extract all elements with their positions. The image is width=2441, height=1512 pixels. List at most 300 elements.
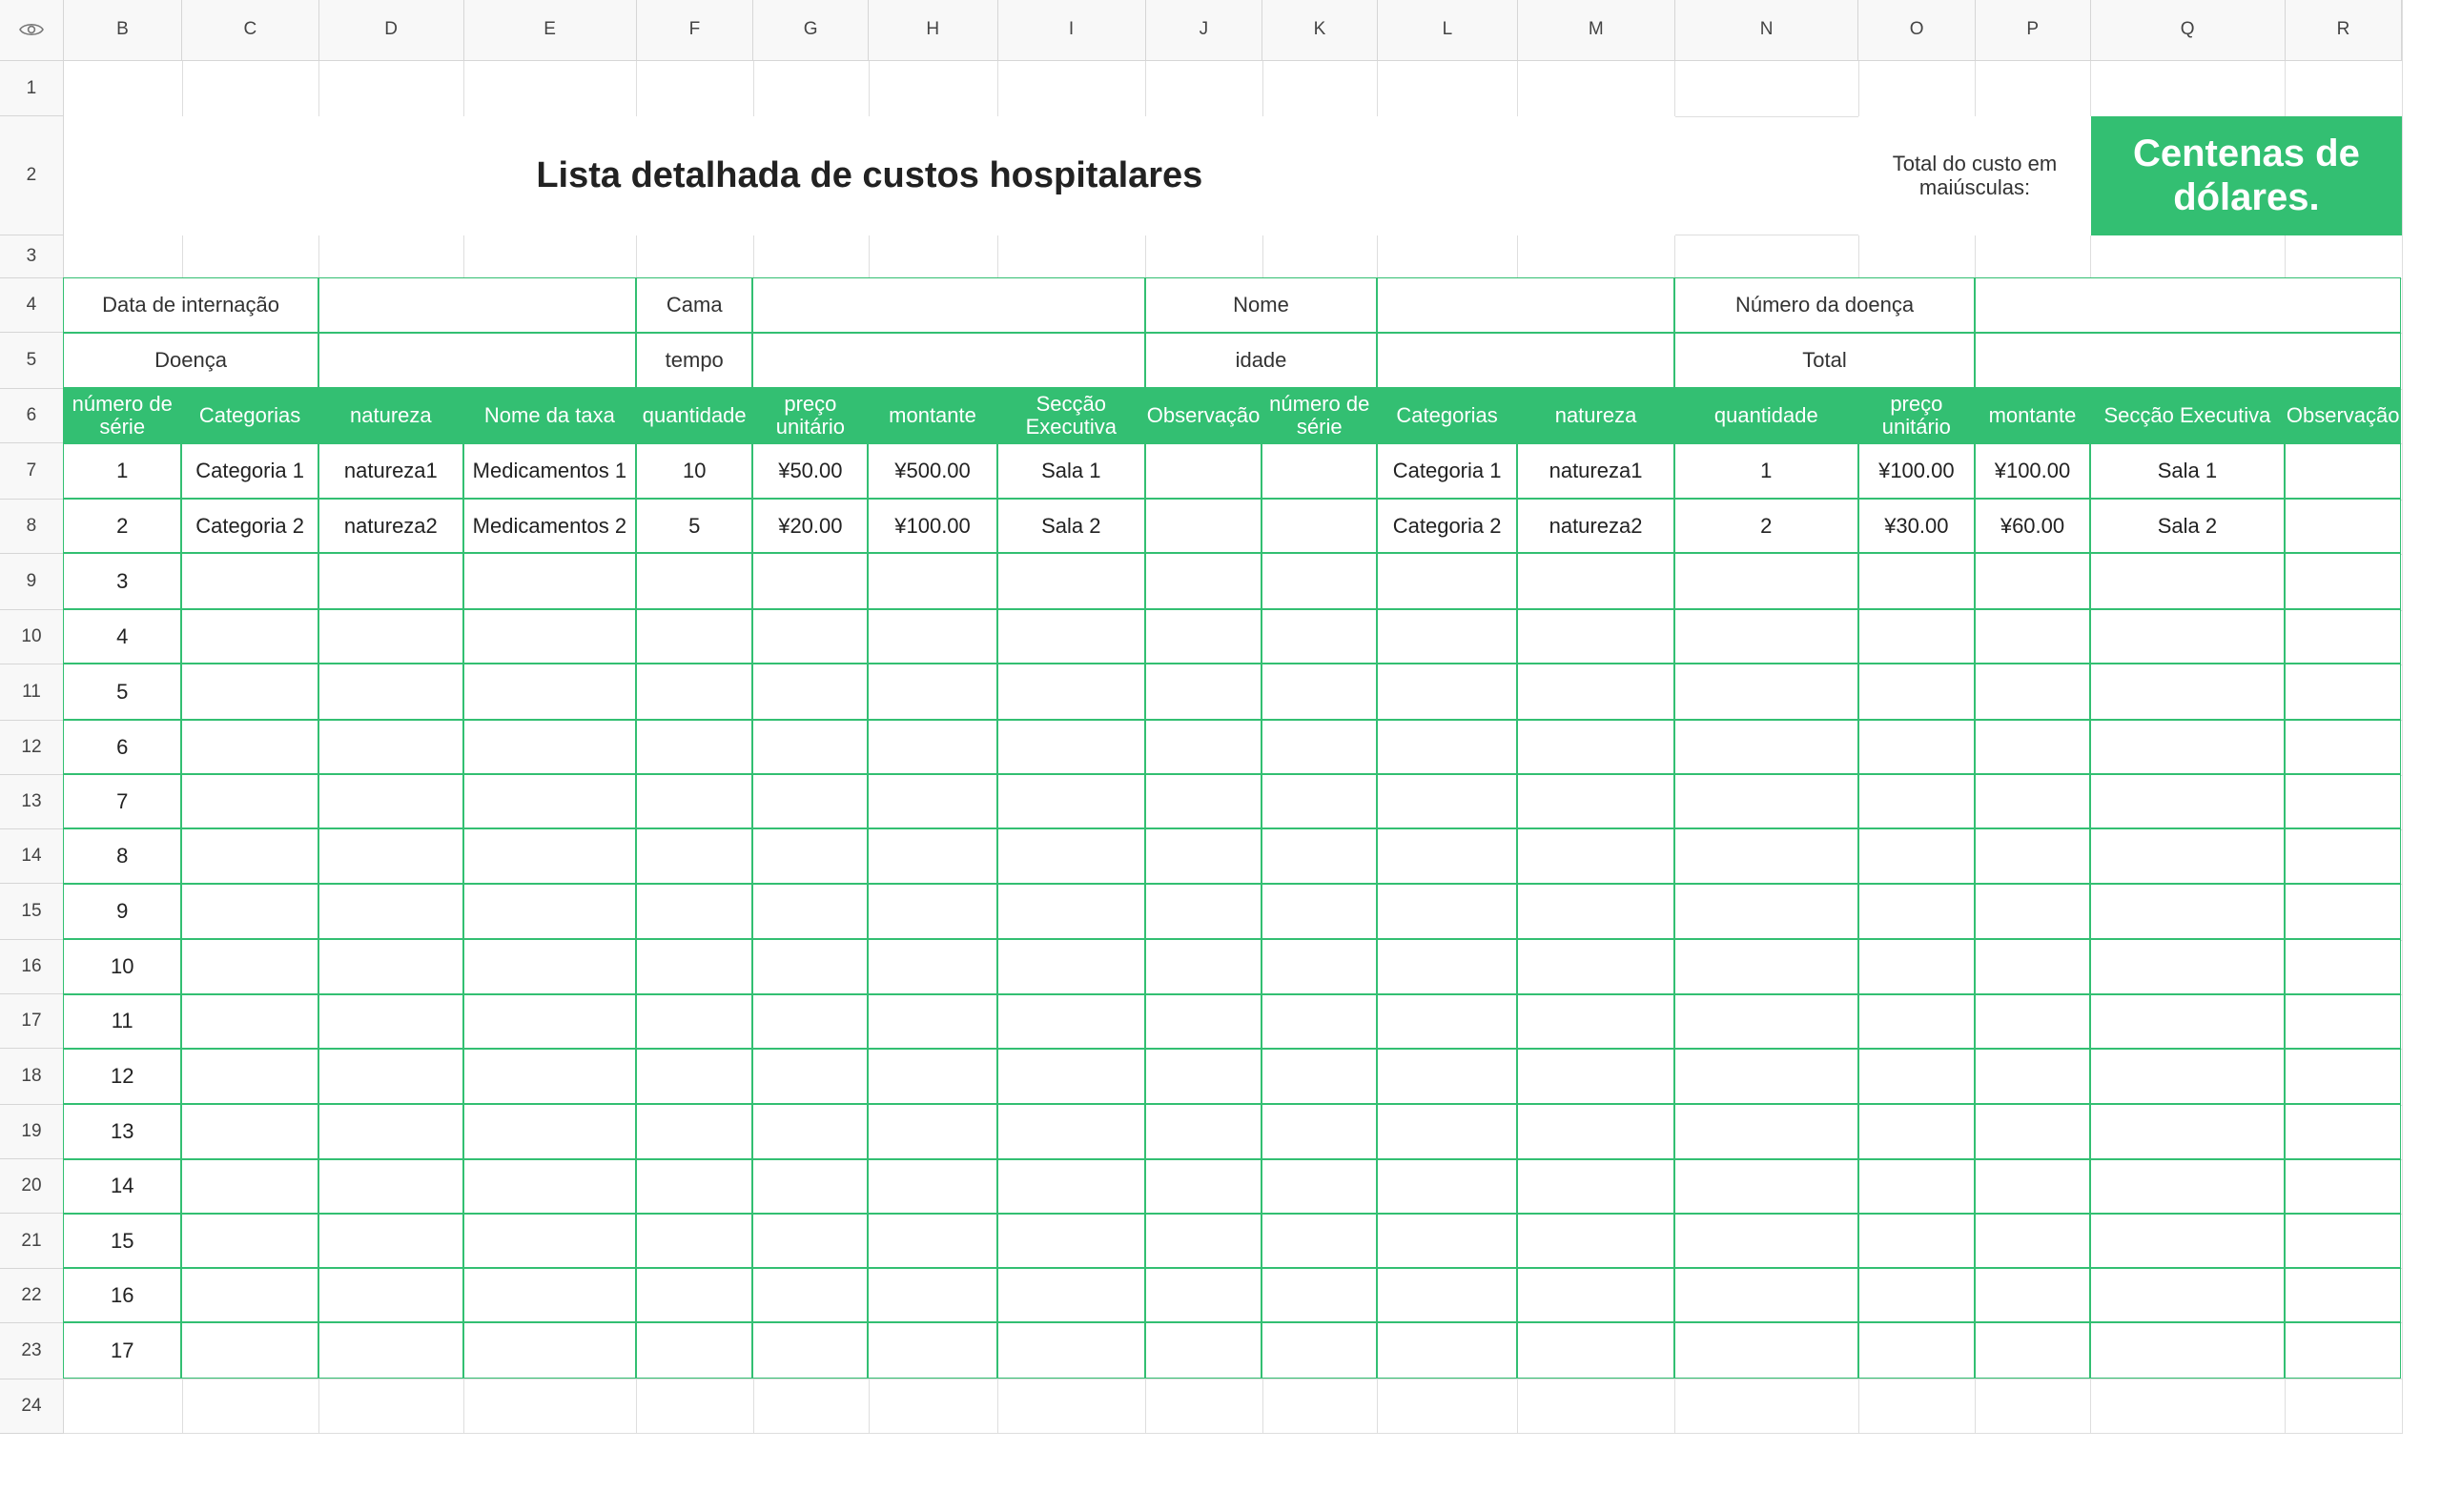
left-quantity-cell[interactable] <box>636 720 752 774</box>
right-executive-section-cell[interactable] <box>2090 1049 2285 1105</box>
left-nature-cell[interactable] <box>318 664 463 720</box>
left-remarks-cell[interactable] <box>1145 1049 1262 1105</box>
left-fee-name-cell[interactable]: Medicamentos 2 <box>463 499 636 553</box>
right-unit-price-cell[interactable] <box>1858 1322 1975 1379</box>
disease-number-value[interactable] <box>1975 277 2401 332</box>
right-nature-cell[interactable] <box>1517 553 1674 609</box>
right-serial-number-cell[interactable] <box>1262 499 1377 553</box>
left-unit-price-cell[interactable] <box>752 774 868 828</box>
left-quantity-cell[interactable] <box>636 1104 752 1158</box>
right-serial-number-cell[interactable] <box>1262 443 1377 500</box>
right-unit-price-cell[interactable] <box>1858 553 1975 609</box>
left-quantity-cell[interactable] <box>636 1214 752 1268</box>
row-header[interactable]: 23 <box>0 1323 64 1379</box>
right-quantity-cell[interactable] <box>1674 1049 1858 1105</box>
left-unit-price-cell[interactable] <box>752 664 868 720</box>
right-amount-cell[interactable] <box>1975 884 2090 940</box>
left-fee-name-cell[interactable] <box>463 1322 636 1379</box>
right-nature-cell[interactable] <box>1517 609 1674 664</box>
left-remarks-cell[interactable] <box>1145 553 1262 609</box>
left-serial-number-cell[interactable]: 8 <box>63 828 181 883</box>
column-header[interactable]: R <box>2286 0 2402 61</box>
left-nature-cell[interactable] <box>318 1214 463 1268</box>
table-header-left[interactable]: número de série <box>63 388 181 442</box>
right-unit-price-cell[interactable]: ¥30.00 <box>1858 499 1975 553</box>
right-remarks-cell[interactable] <box>2285 664 2401 720</box>
right-serial-number-cell[interactable] <box>1262 1268 1377 1322</box>
right-remarks-cell[interactable] <box>2285 499 2401 553</box>
right-amount-cell[interactable] <box>1975 1322 2090 1379</box>
sheet-title[interactable]: Lista detalhada de custos hospitalares <box>64 116 1675 235</box>
right-nature-cell[interactable] <box>1517 720 1674 774</box>
right-executive-section-cell[interactable] <box>2090 994 2285 1049</box>
left-category-cell[interactable] <box>181 609 318 664</box>
left-executive-section-cell[interactable] <box>997 720 1145 774</box>
right-serial-number-cell[interactable] <box>1262 884 1377 940</box>
total-value-banner[interactable]: Centenas de dólares. <box>2091 116 2403 235</box>
left-executive-section-cell[interactable]: Sala 1 <box>997 443 1145 500</box>
left-amount-cell[interactable] <box>868 939 997 993</box>
left-serial-number-cell[interactable]: 2 <box>63 499 181 553</box>
left-remarks-cell[interactable] <box>1145 828 1262 883</box>
row-header[interactable]: 7 <box>0 443 64 500</box>
left-category-cell[interactable] <box>181 774 318 828</box>
right-nature-cell[interactable] <box>1517 994 1674 1049</box>
left-quantity-cell[interactable] <box>636 884 752 940</box>
age-label[interactable]: idade <box>1145 333 1377 389</box>
right-unit-price-cell[interactable] <box>1858 1049 1975 1105</box>
right-remarks-cell[interactable] <box>2285 1268 2401 1322</box>
eye-icon[interactable] <box>19 21 44 38</box>
row-header[interactable]: 1 <box>0 61 64 117</box>
column-header[interactable]: J <box>1146 0 1262 61</box>
left-quantity-cell[interactable] <box>636 664 752 720</box>
right-serial-number-cell[interactable] <box>1262 720 1377 774</box>
left-category-cell[interactable]: Categoria 1 <box>181 443 318 500</box>
left-fee-name-cell[interactable] <box>463 1268 636 1322</box>
right-amount-cell[interactable]: ¥60.00 <box>1975 499 2090 553</box>
left-remarks-cell[interactable] <box>1145 664 1262 720</box>
row-header[interactable]: 24 <box>0 1379 64 1434</box>
row-header[interactable]: 22 <box>0 1269 64 1323</box>
table-header-right[interactable]: montante <box>1975 388 2090 442</box>
right-remarks-cell[interactable] <box>2285 609 2401 664</box>
left-serial-number-cell[interactable]: 7 <box>63 774 181 828</box>
disease-number-label[interactable]: Número da doença <box>1674 277 1975 332</box>
left-serial-number-cell[interactable]: 14 <box>63 1159 181 1214</box>
column-header[interactable]: I <box>998 0 1146 61</box>
left-serial-number-cell[interactable]: 4 <box>63 609 181 664</box>
column-header[interactable]: G <box>753 0 869 61</box>
left-amount-cell[interactable] <box>868 1159 997 1214</box>
row-header[interactable]: 11 <box>0 664 64 721</box>
left-executive-section-cell[interactable] <box>997 939 1145 993</box>
right-unit-price-cell[interactable] <box>1858 720 1975 774</box>
left-executive-section-cell[interactable] <box>997 994 1145 1049</box>
left-amount-cell[interactable] <box>868 828 997 883</box>
left-category-cell[interactable] <box>181 828 318 883</box>
left-fee-name-cell[interactable] <box>463 994 636 1049</box>
right-executive-section-cell[interactable] <box>2090 1268 2285 1322</box>
left-serial-number-cell[interactable]: 6 <box>63 720 181 774</box>
name-value[interactable] <box>1377 277 1674 332</box>
right-quantity-cell[interactable]: 2 <box>1674 499 1858 553</box>
left-nature-cell[interactable] <box>318 1104 463 1158</box>
left-fee-name-cell[interactable] <box>463 774 636 828</box>
left-nature-cell[interactable]: natureza1 <box>318 443 463 500</box>
table-header-left[interactable]: quantidade <box>636 388 752 442</box>
right-quantity-cell[interactable] <box>1674 939 1858 993</box>
left-quantity-cell[interactable] <box>636 1049 752 1105</box>
right-category-cell[interactable] <box>1377 994 1517 1049</box>
right-remarks-cell[interactable] <box>2285 1214 2401 1268</box>
left-quantity-cell[interactable]: 10 <box>636 443 752 500</box>
right-executive-section-cell[interactable] <box>2090 884 2285 940</box>
left-unit-price-cell[interactable] <box>752 994 868 1049</box>
left-amount-cell[interactable]: ¥500.00 <box>868 443 997 500</box>
right-executive-section-cell[interactable] <box>2090 828 2285 883</box>
left-fee-name-cell[interactable] <box>463 609 636 664</box>
right-executive-section-cell[interactable] <box>2090 664 2285 720</box>
column-header[interactable]: L <box>1378 0 1518 61</box>
right-remarks-cell[interactable] <box>2285 553 2401 609</box>
left-serial-number-cell[interactable]: 15 <box>63 1214 181 1268</box>
right-remarks-cell[interactable] <box>2285 720 2401 774</box>
left-amount-cell[interactable] <box>868 1104 997 1158</box>
right-remarks-cell[interactable] <box>2285 774 2401 828</box>
right-quantity-cell[interactable] <box>1674 609 1858 664</box>
right-quantity-cell[interactable] <box>1674 1104 1858 1158</box>
left-executive-section-cell[interactable] <box>997 828 1145 883</box>
table-header-right[interactable]: natureza <box>1517 388 1674 442</box>
row-header[interactable]: 19 <box>0 1105 64 1159</box>
left-executive-section-cell[interactable] <box>997 1268 1145 1322</box>
right-amount-cell[interactable] <box>1975 1268 2090 1322</box>
right-amount-cell[interactable] <box>1975 553 2090 609</box>
left-nature-cell[interactable] <box>318 994 463 1049</box>
right-category-cell[interactable] <box>1377 828 1517 883</box>
right-unit-price-cell[interactable] <box>1858 1104 1975 1158</box>
right-amount-cell[interactable] <box>1975 994 2090 1049</box>
row-header[interactable]: 21 <box>0 1214 64 1268</box>
right-quantity-cell[interactable] <box>1674 828 1858 883</box>
column-header[interactable]: E <box>464 0 637 61</box>
left-quantity-cell[interactable]: 5 <box>636 499 752 553</box>
column-header[interactable]: Q <box>2091 0 2286 61</box>
right-category-cell[interactable]: Categoria 2 <box>1377 499 1517 553</box>
right-category-cell[interactable] <box>1377 664 1517 720</box>
row-header[interactable]: 3 <box>0 235 64 279</box>
right-category-cell[interactable] <box>1377 720 1517 774</box>
right-nature-cell[interactable] <box>1517 774 1674 828</box>
left-serial-number-cell[interactable]: 10 <box>63 939 181 993</box>
right-serial-number-cell[interactable] <box>1262 1214 1377 1268</box>
table-header-right[interactable]: Secção Executiva <box>2090 388 2285 442</box>
right-quantity-cell[interactable] <box>1674 553 1858 609</box>
left-unit-price-cell[interactable]: ¥50.00 <box>752 443 868 500</box>
left-amount-cell[interactable] <box>868 720 997 774</box>
right-unit-price-cell[interactable] <box>1858 1268 1975 1322</box>
right-executive-section-cell[interactable] <box>2090 939 2285 993</box>
left-remarks-cell[interactable] <box>1145 884 1262 940</box>
left-fee-name-cell[interactable] <box>463 1214 636 1268</box>
table-header-right[interactable]: Categorias <box>1377 388 1517 442</box>
time-value[interactable] <box>752 333 1144 389</box>
right-nature-cell[interactable]: natureza2 <box>1517 499 1674 553</box>
left-category-cell[interactable]: Categoria 2 <box>181 499 318 553</box>
time-label[interactable]: tempo <box>636 333 752 389</box>
right-quantity-cell[interactable] <box>1674 774 1858 828</box>
left-unit-price-cell[interactable] <box>752 1104 868 1158</box>
left-category-cell[interactable] <box>181 994 318 1049</box>
right-amount-cell[interactable] <box>1975 939 2090 993</box>
left-nature-cell[interactable] <box>318 1322 463 1379</box>
right-serial-number-cell[interactable] <box>1262 1159 1377 1214</box>
column-header[interactable]: M <box>1518 0 1675 61</box>
table-header-right[interactable]: Observação <box>2285 388 2401 442</box>
right-category-cell[interactable] <box>1377 939 1517 993</box>
left-serial-number-cell[interactable]: 5 <box>63 664 181 720</box>
left-fee-name-cell[interactable] <box>463 553 636 609</box>
right-category-cell[interactable] <box>1377 1104 1517 1158</box>
left-category-cell[interactable] <box>181 1104 318 1158</box>
right-nature-cell[interactable]: natureza1 <box>1517 443 1674 500</box>
right-quantity-cell[interactable] <box>1674 994 1858 1049</box>
left-quantity-cell[interactable] <box>636 828 752 883</box>
right-unit-price-cell[interactable]: ¥100.00 <box>1858 443 1975 500</box>
left-amount-cell[interactable] <box>868 884 997 940</box>
row-header[interactable]: 2 <box>0 116 64 235</box>
right-nature-cell[interactable] <box>1517 828 1674 883</box>
right-unit-price-cell[interactable] <box>1858 664 1975 720</box>
left-unit-price-cell[interactable]: ¥20.00 <box>752 499 868 553</box>
age-value[interactable] <box>1377 333 1674 389</box>
left-unit-price-cell[interactable] <box>752 1214 868 1268</box>
left-nature-cell[interactable] <box>318 1268 463 1322</box>
left-nature-cell[interactable] <box>318 720 463 774</box>
right-remarks-cell[interactable] <box>2285 1322 2401 1379</box>
row-header[interactable]: 8 <box>0 500 64 554</box>
left-amount-cell[interactable] <box>868 664 997 720</box>
right-quantity-cell[interactable]: 1 <box>1674 443 1858 500</box>
left-amount-cell[interactable] <box>868 774 997 828</box>
right-executive-section-cell[interactable]: Sala 1 <box>2090 443 2285 500</box>
left-serial-number-cell[interactable]: 13 <box>63 1104 181 1158</box>
right-remarks-cell[interactable] <box>2285 1049 2401 1105</box>
left-amount-cell[interactable] <box>868 1268 997 1322</box>
left-nature-cell[interactable] <box>318 884 463 940</box>
name-label[interactable]: Nome <box>1145 277 1377 332</box>
left-amount-cell[interactable] <box>868 1049 997 1105</box>
right-serial-number-cell[interactable] <box>1262 994 1377 1049</box>
left-category-cell[interactable] <box>181 720 318 774</box>
right-serial-number-cell[interactable] <box>1262 553 1377 609</box>
table-header-left[interactable]: montante <box>868 388 997 442</box>
left-executive-section-cell[interactable] <box>997 553 1145 609</box>
right-amount-cell[interactable] <box>1975 1104 2090 1158</box>
right-unit-price-cell[interactable] <box>1858 1214 1975 1268</box>
left-unit-price-cell[interactable] <box>752 609 868 664</box>
column-header[interactable]: C <box>182 0 319 61</box>
right-category-cell[interactable]: Categoria 1 <box>1377 443 1517 500</box>
left-nature-cell[interactable] <box>318 609 463 664</box>
row-header[interactable]: 10 <box>0 610 64 664</box>
right-executive-section-cell[interactable] <box>2090 1104 2285 1158</box>
row-header[interactable]: 13 <box>0 775 64 829</box>
right-category-cell[interactable] <box>1377 1322 1517 1379</box>
left-fee-name-cell[interactable] <box>463 664 636 720</box>
right-serial-number-cell[interactable] <box>1262 828 1377 883</box>
right-serial-number-cell[interactable] <box>1262 774 1377 828</box>
right-category-cell[interactable] <box>1377 1214 1517 1268</box>
table-header-left[interactable]: natureza <box>318 388 463 442</box>
left-nature-cell[interactable] <box>318 774 463 828</box>
left-fee-name-cell[interactable]: Medicamentos 1 <box>463 443 636 500</box>
row-header[interactable]: 5 <box>0 333 64 389</box>
right-remarks-cell[interactable] <box>2285 1159 2401 1214</box>
left-fee-name-cell[interactable] <box>463 1159 636 1214</box>
left-remarks-cell[interactable] <box>1145 1268 1262 1322</box>
table-header-right[interactable]: quantidade <box>1674 388 1858 442</box>
right-remarks-cell[interactable] <box>2285 939 2401 993</box>
right-amount-cell[interactable] <box>1975 720 2090 774</box>
left-unit-price-cell[interactable] <box>752 1049 868 1105</box>
left-remarks-cell[interactable] <box>1145 1214 1262 1268</box>
right-unit-price-cell[interactable] <box>1858 884 1975 940</box>
right-nature-cell[interactable] <box>1517 1214 1674 1268</box>
right-amount-cell[interactable] <box>1975 664 2090 720</box>
table-header-left[interactable]: Observação <box>1145 388 1262 442</box>
column-header[interactable]: H <box>869 0 998 61</box>
left-remarks-cell[interactable] <box>1145 1322 1262 1379</box>
left-quantity-cell[interactable] <box>636 609 752 664</box>
left-serial-number-cell[interactable]: 9 <box>63 884 181 940</box>
right-remarks-cell[interactable] <box>2285 1104 2401 1158</box>
left-amount-cell[interactable] <box>868 609 997 664</box>
left-nature-cell[interactable]: natureza2 <box>318 499 463 553</box>
left-executive-section-cell[interactable] <box>997 774 1145 828</box>
disease-label[interactable]: Doença <box>63 333 318 389</box>
left-unit-price-cell[interactable] <box>752 828 868 883</box>
left-category-cell[interactable] <box>181 664 318 720</box>
select-all-corner[interactable] <box>0 0 64 61</box>
left-fee-name-cell[interactable] <box>463 828 636 883</box>
left-fee-name-cell[interactable] <box>463 939 636 993</box>
right-quantity-cell[interactable] <box>1674 1268 1858 1322</box>
right-nature-cell[interactable] <box>1517 1104 1674 1158</box>
left-executive-section-cell[interactable] <box>997 609 1145 664</box>
right-category-cell[interactable] <box>1377 884 1517 940</box>
right-quantity-cell[interactable] <box>1674 1214 1858 1268</box>
column-header[interactable]: F <box>637 0 753 61</box>
left-nature-cell[interactable] <box>318 1159 463 1214</box>
right-unit-price-cell[interactable] <box>1858 828 1975 883</box>
right-amount-cell[interactable] <box>1975 1214 2090 1268</box>
left-nature-cell[interactable] <box>318 939 463 993</box>
row-header[interactable]: 17 <box>0 994 64 1049</box>
left-unit-price-cell[interactable] <box>752 1322 868 1379</box>
left-amount-cell[interactable] <box>868 1322 997 1379</box>
row-header[interactable]: 12 <box>0 721 64 775</box>
table-header-left[interactable]: Categorias <box>181 388 318 442</box>
bed-value[interactable] <box>752 277 1144 332</box>
right-quantity-cell[interactable] <box>1674 1322 1858 1379</box>
left-executive-section-cell[interactable] <box>997 664 1145 720</box>
right-serial-number-cell[interactable] <box>1262 1322 1377 1379</box>
column-header[interactable]: N <box>1675 0 1859 61</box>
left-executive-section-cell[interactable] <box>997 1214 1145 1268</box>
right-serial-number-cell[interactable] <box>1262 939 1377 993</box>
total-label[interactable]: Total <box>1674 333 1975 389</box>
right-executive-section-cell[interactable] <box>2090 1214 2285 1268</box>
left-nature-cell[interactable] <box>318 553 463 609</box>
left-amount-cell[interactable] <box>868 994 997 1049</box>
left-serial-number-cell[interactable]: 3 <box>63 553 181 609</box>
right-quantity-cell[interactable] <box>1674 1159 1858 1214</box>
left-executive-section-cell[interactable] <box>997 1104 1145 1158</box>
right-unit-price-cell[interactable] <box>1858 1159 1975 1214</box>
left-quantity-cell[interactable] <box>636 1322 752 1379</box>
right-remarks-cell[interactable] <box>2285 828 2401 883</box>
left-category-cell[interactable] <box>181 1322 318 1379</box>
left-executive-section-cell[interactable] <box>997 884 1145 940</box>
table-header-left[interactable]: Nome da taxa <box>463 388 636 442</box>
right-category-cell[interactable] <box>1377 1159 1517 1214</box>
left-serial-number-cell[interactable]: 12 <box>63 1049 181 1105</box>
disease-value[interactable] <box>318 333 636 389</box>
right-category-cell[interactable] <box>1377 1268 1517 1322</box>
left-serial-number-cell[interactable]: 11 <box>63 994 181 1049</box>
right-amount-cell[interactable] <box>1975 1159 2090 1214</box>
left-fee-name-cell[interactable] <box>463 884 636 940</box>
right-amount-cell[interactable] <box>1975 1049 2090 1105</box>
column-header[interactable]: D <box>319 0 464 61</box>
table-header-right[interactable]: preço unitário <box>1858 388 1975 442</box>
left-amount-cell[interactable] <box>868 553 997 609</box>
right-nature-cell[interactable] <box>1517 884 1674 940</box>
left-fee-name-cell[interactable] <box>463 720 636 774</box>
left-remarks-cell[interactable] <box>1145 1159 1262 1214</box>
right-serial-number-cell[interactable] <box>1262 664 1377 720</box>
total-caption[interactable]: Total do custo em maiúsculas: <box>1858 116 2090 235</box>
row-header[interactable]: 18 <box>0 1049 64 1105</box>
right-serial-number-cell[interactable] <box>1262 1104 1377 1158</box>
right-quantity-cell[interactable] <box>1674 720 1858 774</box>
row-header[interactable]: 4 <box>0 278 64 333</box>
left-unit-price-cell[interactable] <box>752 1268 868 1322</box>
left-unit-price-cell[interactable] <box>752 884 868 940</box>
right-nature-cell[interactable] <box>1517 664 1674 720</box>
right-amount-cell[interactable] <box>1975 828 2090 883</box>
right-category-cell[interactable] <box>1377 774 1517 828</box>
right-amount-cell[interactable] <box>1975 774 2090 828</box>
right-executive-section-cell[interactable] <box>2090 553 2285 609</box>
row-header[interactable]: 14 <box>0 829 64 884</box>
left-remarks-cell[interactable] <box>1145 609 1262 664</box>
left-remarks-cell[interactable] <box>1145 939 1262 993</box>
right-executive-section-cell[interactable] <box>2090 720 2285 774</box>
left-quantity-cell[interactable] <box>636 1159 752 1214</box>
left-category-cell[interactable] <box>181 1214 318 1268</box>
column-header[interactable]: B <box>64 0 182 61</box>
left-remarks-cell[interactable] <box>1145 499 1262 553</box>
left-category-cell[interactable] <box>181 1268 318 1322</box>
left-unit-price-cell[interactable] <box>752 553 868 609</box>
left-serial-number-cell[interactable]: 1 <box>63 443 181 500</box>
left-serial-number-cell[interactable]: 17 <box>63 1322 181 1379</box>
right-unit-price-cell[interactable] <box>1858 939 1975 993</box>
left-amount-cell[interactable]: ¥100.00 <box>868 499 997 553</box>
